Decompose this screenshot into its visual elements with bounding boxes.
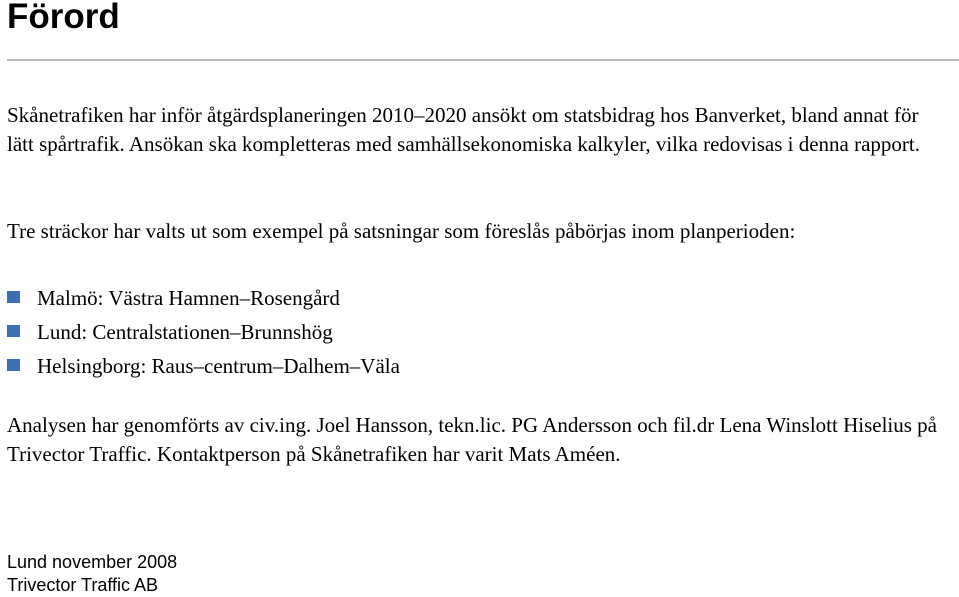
page-title: Förord (7, 0, 120, 36)
heading-divider (7, 59, 959, 61)
list-item (7, 349, 400, 383)
list-item-label: Helsingborg: Raus–centrum–Dalhem–Väla (37, 354, 400, 378)
signature-block (7, 551, 177, 597)
route-list (7, 281, 400, 383)
authors-paragraph: Analysen har genomförts av civ.ing. Joel Hansson, tekn.lic. PG Andersson och fil.dr Lena Winslott Hiselius på Trivector Traffic. Kontaktperson på Skånetrafiken har varit Mats Améen. (7, 413, 937, 466)
organization-name: Trivector Traffic AB (7, 575, 159, 595)
list-item-label: Lund: Centralstationen–Brunnshög (37, 320, 333, 344)
square-bullet-icon (7, 359, 20, 371)
intro-paragraph: Skånetrafiken har inför åtgärdsplaneringen 2010–2020 ansökt om statsbidrag hos Banverket, bland annat för lätt spårtrafik. Ansökan ska kompletteras med samhällsekonomiska kalkyler, vilka redovisas i denna rapport. (7, 103, 921, 156)
list-item (7, 281, 400, 315)
list-item-label: Malmö: Västra Hamnen–Rosengård (37, 286, 340, 310)
square-bullet-icon (7, 291, 20, 303)
routes-intro-paragraph: Tre sträckor har valts ut som exempel på satsningar som föreslås påbörjas inom planperioden: (7, 219, 796, 243)
square-bullet-icon (7, 325, 20, 337)
list-item (7, 315, 400, 349)
place-date: Lund november 2008 (7, 552, 178, 572)
